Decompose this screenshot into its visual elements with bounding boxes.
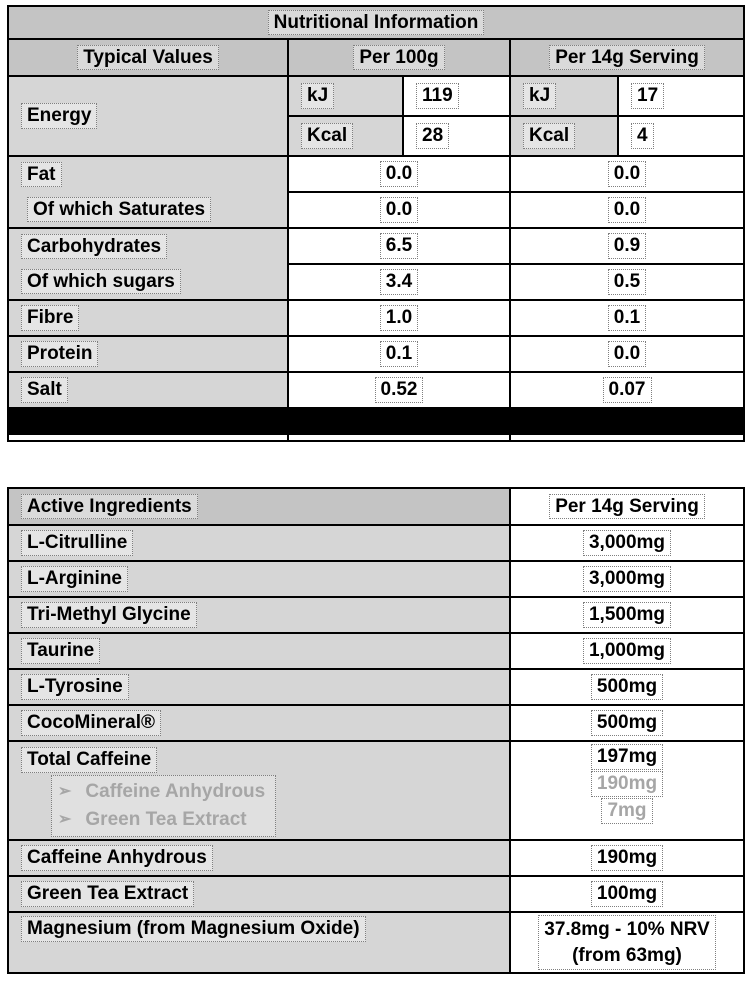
black-divider-bar xyxy=(8,408,744,434)
nutrition-header-row xyxy=(8,39,744,76)
total-caffeine-label-cell xyxy=(8,741,510,840)
sugars-value-100g: 3.4 xyxy=(288,264,510,300)
caffeine-breakdown-list xyxy=(51,775,276,837)
column-header-per-14g-serving: Per 14g Serving xyxy=(510,488,744,525)
arrow-bullet-icon: ➢ xyxy=(58,810,72,828)
carb-group-label-cell xyxy=(8,228,288,300)
caffeine-breakdown-item xyxy=(58,778,265,806)
energy-label-cell xyxy=(8,76,288,156)
ingredient-row-taurine xyxy=(8,633,744,669)
nutrition-table xyxy=(7,5,745,442)
carbohydrates-row xyxy=(8,228,744,264)
kcal-value-100g: 28 xyxy=(403,116,510,156)
column-header-active-ingredients: Active Ingredients xyxy=(8,488,510,525)
nutrition-title: Nutritional Information xyxy=(268,10,485,36)
ingredient-row-citrulline xyxy=(8,525,744,561)
ingredient-label: CocoMineral® xyxy=(21,710,161,736)
total-caffeine-value-cell xyxy=(510,741,744,840)
ingredients-header-row xyxy=(8,488,744,525)
magnesium-value-cell xyxy=(510,912,744,973)
ingredient-value: 190mg xyxy=(591,845,663,871)
energy-kj-row xyxy=(8,76,744,116)
kj-unit-cell-14g: kJ xyxy=(510,76,618,116)
ingredient-value: 100mg xyxy=(591,881,663,907)
protein-label-cell: Protein xyxy=(8,336,288,372)
kcal-unit-cell-100g: Kcal xyxy=(288,116,403,156)
fibre-label-cell: Fibre xyxy=(8,300,288,336)
ingredient-label: L-Arginine xyxy=(21,566,128,592)
carb-value-100g: 6.5 xyxy=(288,228,510,264)
sugars-value-14g: 0.5 xyxy=(510,264,744,300)
green-tea-sub-value: 7mg xyxy=(601,798,652,824)
caffeine-breakdown-label: Green Tea Extract xyxy=(85,808,247,830)
carbohydrates-label: Carbohydrates xyxy=(21,234,167,260)
table-footer-strip xyxy=(8,434,744,441)
fat-value-14g: 0.0 xyxy=(510,156,744,192)
ingredient-label: Green Tea Extract xyxy=(21,881,194,907)
fat-row xyxy=(8,156,744,192)
protein-value-100g: 0.1 xyxy=(288,336,510,372)
fibre-value-100g: 1.0 xyxy=(288,300,510,336)
total-caffeine-value: 197mg xyxy=(591,744,663,770)
ingredient-value: 500mg xyxy=(591,710,663,736)
protein-value-14g: 0.0 xyxy=(510,336,744,372)
fat-value-100g: 0.0 xyxy=(288,156,510,192)
salt-label-cell: Salt xyxy=(8,372,288,408)
sugars-label: Of which sugars xyxy=(21,269,181,295)
ingredient-label: Caffeine Anhydrous xyxy=(21,845,213,871)
protein-row xyxy=(8,336,744,372)
black-divider-row xyxy=(8,408,744,434)
nutrition-title-row xyxy=(8,6,744,39)
ingredient-row-magnesium xyxy=(8,912,744,973)
kj-value-14g: 17 xyxy=(618,76,744,116)
salt-row xyxy=(8,372,744,408)
ingredient-label: L-Tyrosine xyxy=(21,674,129,700)
ingredient-label: Taurine xyxy=(21,638,100,664)
saturates-label: Of which Saturates xyxy=(27,197,211,223)
total-caffeine-label: Total Caffeine xyxy=(21,747,157,773)
kj-unit-cell-100g: kJ xyxy=(288,76,403,116)
fat-label: Fat xyxy=(21,162,62,188)
caffeine-anhydrous-sub-value: 190mg xyxy=(591,771,663,797)
caffeine-breakdown-item xyxy=(58,806,265,834)
magnesium-label: Magnesium (from Magnesium Oxide) xyxy=(21,916,366,942)
saturates-value-100g: 0.0 xyxy=(288,192,510,228)
magnesium-value: 37.8mg - 10% NRV (from 63mg) xyxy=(538,915,715,970)
ingredient-row-caffeine-anhydrous xyxy=(8,840,744,876)
ingredient-row-arginine xyxy=(8,561,744,597)
ingredient-row-total-caffeine xyxy=(8,741,744,840)
ingredient-row-tyrosine xyxy=(8,669,744,705)
ingredient-value: 3,000mg xyxy=(583,566,671,592)
kcal-unit-cell-14g: Kcal xyxy=(510,116,618,156)
arrow-bullet-icon: ➢ xyxy=(58,783,72,801)
kcal-value-14g: 4 xyxy=(618,116,744,156)
energy-label: Energy xyxy=(21,103,97,129)
fibre-value-14g: 0.1 xyxy=(510,300,744,336)
kj-value-100g: 119 xyxy=(403,76,510,116)
column-header-typical-values: Typical Values xyxy=(8,39,288,76)
fibre-row xyxy=(8,300,744,336)
nutrition-title-cell xyxy=(8,6,744,39)
caffeine-breakdown-label: Caffeine Anhydrous xyxy=(85,781,266,802)
active-ingredients-table xyxy=(7,487,745,974)
column-header-per-100g: Per 100g xyxy=(288,39,510,76)
column-header-per-14g: Per 14g Serving xyxy=(510,39,744,76)
ingredient-value: 1,000mg xyxy=(583,638,671,664)
salt-value-14g: 0.07 xyxy=(510,372,744,408)
carb-value-14g: 0.9 xyxy=(510,228,744,264)
ingredient-value: 500mg xyxy=(591,674,663,700)
magnesium-label-cell xyxy=(8,912,510,973)
ingredient-label: L-Citrulline xyxy=(21,530,133,556)
ingredient-label: Tri-Methyl Glycine xyxy=(21,602,197,628)
saturates-value-14g: 0.0 xyxy=(510,192,744,228)
ingredient-row-cocomineral xyxy=(8,705,744,741)
fat-group-label-cell xyxy=(8,156,288,228)
salt-value-100g: 0.52 xyxy=(288,372,510,408)
ingredient-value: 3,000mg xyxy=(583,530,671,556)
ingredient-value: 1,500mg xyxy=(583,602,671,628)
ingredient-row-green-tea-extract xyxy=(8,876,744,912)
ingredient-row-trimethyl-glycine xyxy=(8,597,744,633)
